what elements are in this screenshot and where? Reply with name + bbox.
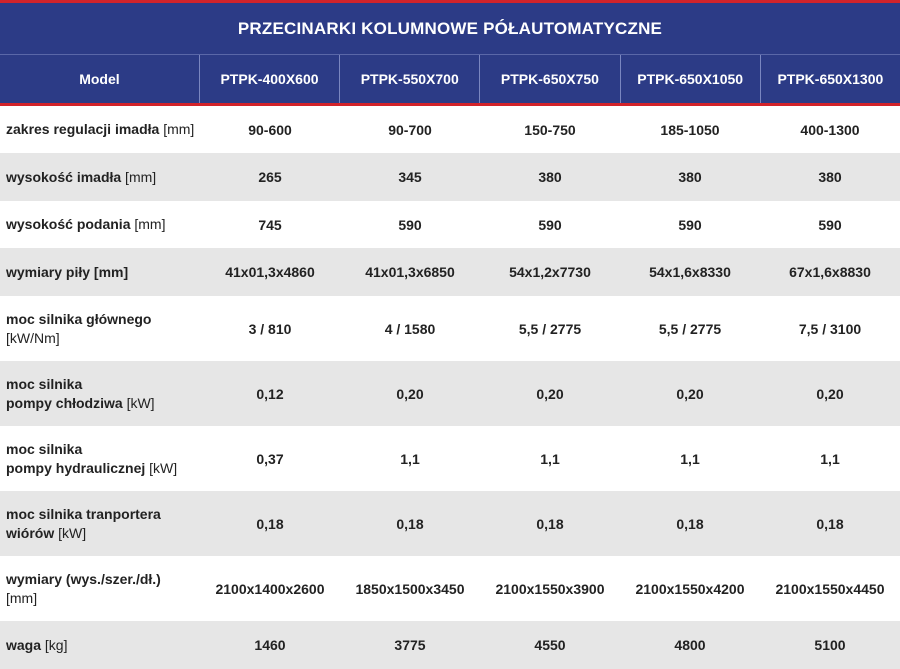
row-label-unit: [mm] [121, 168, 157, 185]
value-cell: 185-1050 [660, 121, 720, 138]
row-label [0, 491, 200, 556]
row-label-text: wymiary piły [mm] [6, 263, 129, 280]
value-cell: 745 [258, 216, 282, 233]
value-cell: 7,5 / 3100 [798, 320, 862, 337]
value-cell: 1460 [254, 637, 286, 653]
value-cell: 1,1 [540, 450, 560, 467]
row-label-text: zakres regulacji imadła [6, 121, 160, 137]
table-row [0, 296, 900, 361]
row-label-text: moc silnika [6, 440, 83, 457]
value-cell: 90-600 [248, 121, 292, 138]
row-label-unit: [mm] [6, 589, 38, 606]
table-title: PRZECINARKI KOLUMNOWE PÓŁAUTOMATYCZNE [0, 3, 900, 54]
value-cell: 0,18 [816, 515, 844, 532]
value-cell: 0,18 [396, 515, 424, 532]
value-cell: 5,5 / 2775 [658, 320, 722, 337]
value-cell: 2100x1550x3900 [495, 580, 605, 597]
value-cell: 0,20 [396, 385, 424, 402]
value-cell: 4800 [674, 637, 706, 653]
table-row [0, 491, 900, 556]
row-label-text: pompy hydraulicznej [6, 459, 146, 476]
value-cell: 4 / 1580 [384, 320, 436, 337]
value-cell: 380 [678, 169, 702, 185]
header-model-label: Model [0, 55, 200, 103]
value-cell: 1,1 [820, 450, 840, 467]
row-label [0, 201, 200, 248]
row-label-unit: [kW] [122, 394, 155, 411]
value-cell: 0,20 [536, 385, 564, 402]
table-body [0, 106, 900, 669]
value-cell: 2100x1400x2600 [215, 580, 325, 597]
row-label-unit: [mm] [159, 121, 195, 137]
row-label [0, 106, 200, 153]
table-header-row [0, 54, 900, 103]
row-label-text: moc silnika głównego [6, 310, 152, 327]
value-cell: 41x01,3x4860 [225, 264, 315, 280]
row-label-text: waga [6, 636, 42, 653]
row-label-unit: [kg] [41, 636, 68, 653]
table-row [0, 106, 900, 153]
value-cell: 0,18 [676, 515, 704, 532]
row-label-unit: [mm] [130, 216, 166, 232]
header-model-3: PTPK-650X750 [480, 55, 620, 103]
value-cell: 3 / 810 [248, 320, 292, 337]
value-cell: 67x1,6x8830 [789, 264, 871, 280]
value-cell: 590 [398, 216, 422, 233]
table-row [0, 556, 900, 621]
header-model-1: PTPK-400X600 [200, 55, 340, 103]
value-cell: 380 [538, 169, 562, 185]
value-cell: 0,18 [256, 515, 284, 532]
table-row [0, 361, 900, 426]
value-cell: 265 [258, 169, 282, 185]
value-cell: 590 [818, 216, 842, 233]
row-label-unit: [kW] [145, 459, 178, 476]
row-label [0, 153, 200, 201]
value-cell: 54x1,2x7730 [509, 264, 591, 280]
row-label-text: moc silnika tranportera [6, 505, 161, 522]
table-row [0, 248, 900, 296]
value-cell: 1,1 [400, 450, 420, 467]
row-label-text: moc silnika [6, 375, 83, 392]
row-label [0, 296, 200, 361]
value-cell: 3775 [394, 637, 426, 653]
row-label [0, 621, 200, 669]
value-cell: 54x1,6x8330 [649, 264, 731, 280]
row-label [0, 556, 200, 621]
row-label-text: wysokość imadła [6, 168, 122, 185]
value-cell: 380 [818, 169, 842, 185]
value-cell: 590 [678, 216, 702, 233]
value-cell: 345 [398, 169, 422, 185]
value-cell: 150-750 [524, 121, 576, 138]
value-cell: 41x01,3x6850 [365, 264, 455, 280]
value-cell: 4550 [534, 637, 566, 653]
table-row [0, 201, 900, 248]
row-label-text: wymiary (wys./szer./dł.) [6, 570, 161, 587]
table-row [0, 426, 900, 491]
header-model-5: PTPK-650X1300 [777, 71, 884, 87]
value-cell: 5100 [814, 637, 846, 653]
value-cell: 0,12 [256, 385, 284, 402]
value-cell: 0,18 [536, 515, 564, 532]
table-row [0, 621, 900, 669]
table-row [0, 153, 900, 201]
value-cell: 1,1 [680, 450, 700, 467]
row-label [0, 426, 200, 491]
value-cell: 590 [538, 216, 562, 233]
value-cell: 1850x1500x3450 [355, 580, 465, 597]
row-label [0, 361, 200, 426]
row-label [0, 248, 200, 296]
row-label-unit: [kW/Nm] [6, 329, 60, 346]
value-cell: 0,20 [676, 385, 704, 402]
value-cell: 2100x1550x4200 [635, 580, 745, 597]
header-model-2: PTPK-550X700 [340, 55, 480, 103]
value-cell: 0,37 [256, 450, 284, 467]
row-label-unit: [kW] [54, 524, 87, 541]
value-cell: 5,5 / 2775 [518, 320, 582, 337]
value-cell: 90-700 [388, 121, 432, 138]
row-label-text: wysokość podania [6, 216, 131, 232]
header-model-4: PTPK-650X1050 [621, 55, 761, 103]
value-cell: 0,20 [816, 385, 844, 402]
value-cell: 400-1300 [800, 121, 860, 138]
row-label-text: pompy chłodziwa [6, 394, 123, 411]
row-label-text: wiórów [6, 524, 55, 541]
value-cell: 2100x1550x4450 [775, 580, 885, 597]
